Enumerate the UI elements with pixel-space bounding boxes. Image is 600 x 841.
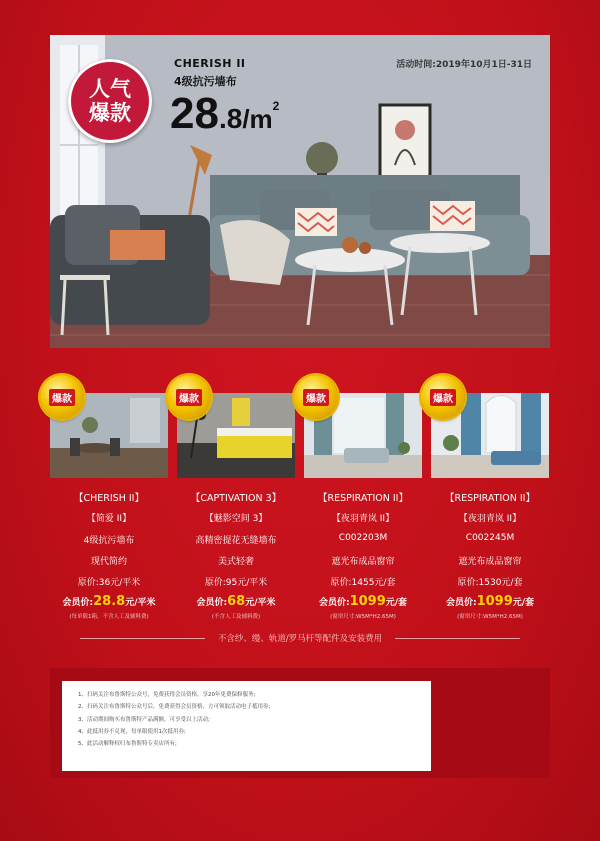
member-label: 会员价: <box>62 598 94 608</box>
hot-seal-label: 爆款 <box>430 389 456 406</box>
hot-seal <box>167 375 211 419</box>
product-card-4[interactable] <box>431 383 549 633</box>
popular-badge <box>68 59 152 143</box>
member-price-value: 68 <box>227 594 246 609</box>
product-line-3: 高精密提花无缝墙布 <box>195 536 277 546</box>
terms-item: 2、扫码关注布鲁斯特公众号后，免费获得会员资格，方可领取活动电子抵用券; <box>78 704 271 711</box>
product-series: 【CAPTIVATION 3】 <box>190 493 282 504</box>
product-name: 【夜羽青岚 II】 <box>331 514 395 524</box>
hot-seal <box>421 375 465 419</box>
divider-text: 不含纱、缦、轨道/罗马杆等配件及安装费用 <box>217 634 383 644</box>
original-price: 原价:36元/平米 <box>77 578 141 588</box>
member-price <box>177 594 295 609</box>
original-price: 原价:1530元/套 <box>457 578 523 588</box>
hero-banner <box>50 35 550 348</box>
product-line-4: 遮光布成品窗帘 <box>458 557 522 567</box>
terms-item: 5、此活动解释权归布鲁斯特专卖店所有; <box>78 741 177 748</box>
member-price-value: 1099 <box>349 594 386 609</box>
divider-note <box>80 632 520 646</box>
badge-line-1: 人气 <box>89 76 131 101</box>
terms-item: 3、活动期间购买布鲁斯特产品满额，可享受以上活动; <box>78 716 210 723</box>
terms-item: 1、扫码关注布鲁斯特公众号，免费获得会员资格，享20年免费保修服务; <box>78 692 256 698</box>
price-note: (不含人工及辅料费) <box>211 614 261 620</box>
product-series: 【RESPIRATION II】 <box>445 493 535 504</box>
member-unit: 元/套 <box>385 598 408 608</box>
member-price-value: 1099 <box>476 594 513 609</box>
original-price: 原价:1455元/套 <box>330 578 396 588</box>
member-label: 会员价: <box>196 598 228 608</box>
hot-seal <box>40 375 84 419</box>
product-grid <box>50 383 550 633</box>
product-name: 【夜羽青岚 II】 <box>458 514 522 524</box>
price-note: (窗帘尺寸:W5M*H2.65M) <box>457 614 523 620</box>
product-card-1[interactable] <box>50 383 168 633</box>
original-price: 原价:95元/平米 <box>204 578 268 588</box>
product-line-3: C002245M <box>465 533 515 543</box>
price-note: (窗帘尺寸:W5M*H2.65M) <box>330 614 396 620</box>
terms-list <box>62 681 431 750</box>
member-price <box>304 594 422 609</box>
hero-price-sup: 2 <box>272 99 280 113</box>
product-card-3[interactable] <box>304 383 422 633</box>
member-unit: 元/平米 <box>245 598 276 608</box>
product-line-3: 4级抗污墙布 <box>83 536 135 546</box>
hero-product-name: CHERISH II <box>174 57 246 70</box>
hot-seal-label: 爆款 <box>176 389 202 406</box>
member-price-value: 28.8 <box>93 594 126 609</box>
product-line-4: 现代简约 <box>90 557 127 567</box>
product-line-4: 遮光布成品窗帘 <box>331 557 395 567</box>
member-price <box>50 594 168 609</box>
product-name: 【魅影空间 3】 <box>204 514 268 524</box>
product-series: 【RESPIRATION II】 <box>318 493 408 504</box>
member-price <box>431 594 549 609</box>
member-unit: 元/平米 <box>125 598 156 608</box>
activity-time: 活动时间:2019年10月1日-31日 <box>396 60 532 70</box>
terms-box <box>62 681 431 771</box>
product-line-4: 美式轻奢 <box>217 557 254 567</box>
hero-price <box>170 89 279 139</box>
badge-line-2: 爆款 <box>89 100 131 125</box>
product-series: 【CHERISH II】 <box>74 493 144 504</box>
product-name: 【简爱 II】 <box>86 514 132 524</box>
hero-product-sub: 4级抗污墙布 <box>174 75 237 88</box>
member-label: 会员价: <box>445 598 477 608</box>
hero-price-unit: /m <box>242 104 273 134</box>
hot-seal <box>294 375 338 419</box>
hero-price-dec: .8 <box>218 103 243 134</box>
product-line-3: C002203M <box>338 533 388 543</box>
member-label: 会员价: <box>318 598 350 608</box>
hot-seal-label: 爆款 <box>49 389 75 406</box>
member-unit: 元/套 <box>512 598 535 608</box>
hot-seal-label: 爆款 <box>303 389 329 406</box>
terms-item: 4、此抵用券不兑现，每单限使用1次抵用券; <box>78 728 186 735</box>
hero-price-int: 28 <box>170 89 219 138</box>
price-note: (每单限1箱，不含人工及辅料费) <box>69 614 149 620</box>
product-card-2[interactable] <box>177 383 295 633</box>
